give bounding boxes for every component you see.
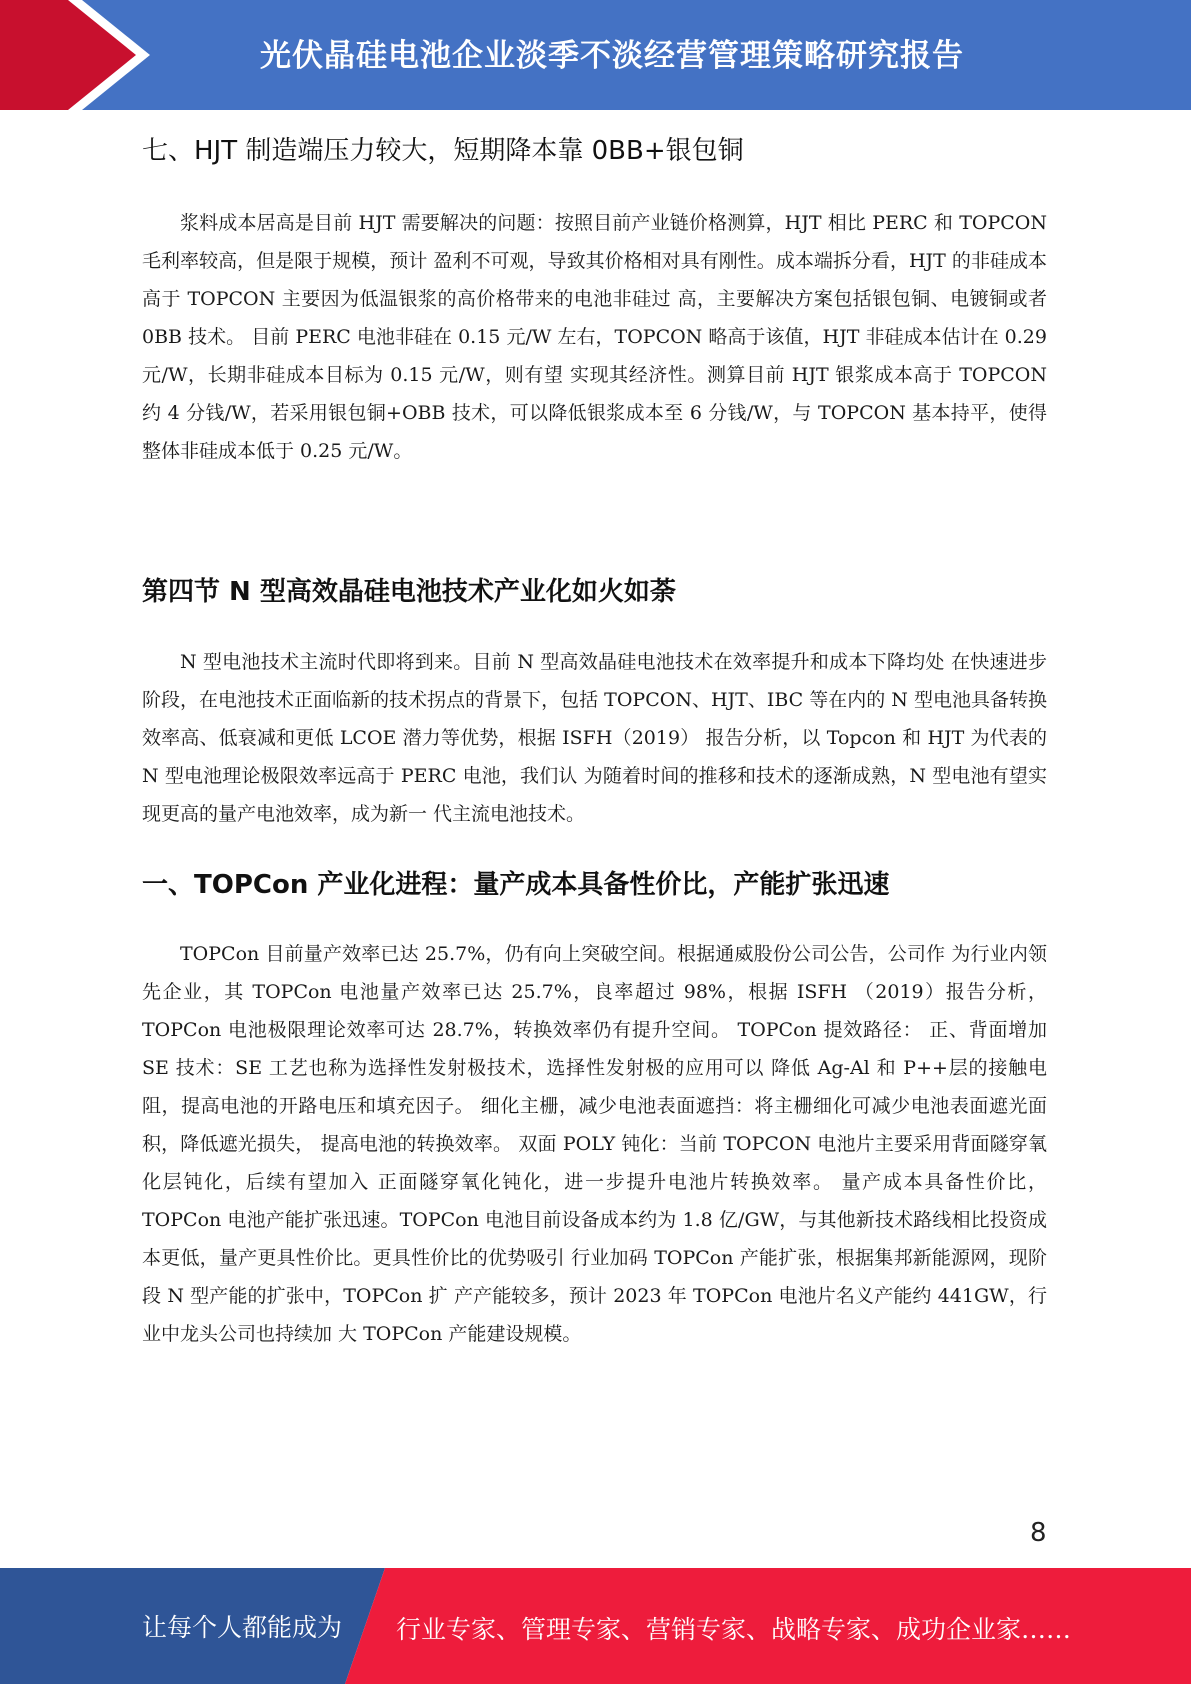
section-heading-n-type: 第四节 N 型高效晶硅电池技术产业化如火如荼 — [142, 577, 676, 607]
header-arrow-decoration — [0, 0, 160, 110]
paragraph-topcon: TOPCon 目前量产效率已达 25.7%，仍有向上突破空间。根据通威股份公司公告，公司作 为行业内领先企业，其 TOPCon 电池量产效率已达 25.7%，良率超过 98%，根据 ISFH （2019）报告分析，TOPCon 电池极限理论效率可达 28.7%，转换效率仍有提升空间。 TOPCon 提效路径： 正、背面增加 SE 技术：SE 工艺也称为选择性发射极技术，选择性发射极的应用可以 降低 Ag-Al 和 P++层的接触电阻，提高电池的开路电压和填充因子。 细化主栅，减少电池表面遮挡：将主栅细化可减少电池表面遮光面积，降低遮光损失， 提高电池的转换效率。 双面 POLY 钝化：当前 TOPCON 电池片主要采用背面隧穿氧化层钝化，后续有望加入 正面隧穿氧化钝化，进一步提升电池片转换效率。 量产成本具备性价比，TOPCon 电池产能扩张迅速。TOPCon 电池目前设备成本约为 1.8 亿/GW，与其他新技术路线相比投资成本更低，量产更具性价比。更具性价比的优势吸引 行业加码 TOPCon 产能扩张，根据集邦新能源网，现阶段 N 型产能的扩张中，TOPCon 扩 产产能较多，预计 2023 年 TOPCon 电池片名义产能约 441GW，行业中龙头公司也持续加 大 TOPCon 产能建设规模。 — [142, 943, 1047, 1345]
page-number: 8 — [1030, 1518, 1047, 1548]
header-band — [0, 0, 1191, 110]
section-heading-hjt: 七、HJT 制造端压力较大，短期降本靠 0BB+银包铜 — [142, 136, 744, 166]
report-title: 光伏晶硅电池企业淡季不淡经营管理策略研究报告 — [260, 38, 964, 74]
paragraph-n-type: N 型电池技术主流时代即将到来。目前 N 型高效晶硅电池技术在效率提升和成本下降均处 在快速进步阶段，在电池技术正面临新的技术拐点的背景下，包括 TOPCON、HJT、IBC 等在内的 N 型电池具备转换效率高、低衰减和更低 LCOE 潜力等优势，根据 ISFH（2019） 报告分析，以 Topcon 和 HJT 为代表的 N 型电池理论极限效率远高于 PERC 电池，我们认 为随着时间的推移和技术的逐渐成熟，N 型电池有望实现更高的量产电池效率，成为新一 代主流电池技术。 — [142, 651, 1047, 825]
section-heading-topcon: 一、TOPCon 产业化进程：量产成本具备性价比，产能扩张迅速 — [142, 870, 890, 900]
paragraph-hjt: 浆料成本居高是目前 HJT 需要解决的问题：按照目前产业链价格测算，HJT 相比 PERC 和 TOPCON 毛利率较高，但是限于规模，预计 盈利不可观，导致其价格相对具有刚性。成本端拆分看，HJT 的非硅成本高于 TOPCON 主要因为低温银浆的高价格带来的电池非硅过 高，主要解决方案包括银包铜、电镀铜或者 0BB 技术。 目前 PERC 电池非硅在 0.15 元/W 左右，TOPCON 略高于该值，HJT 非硅成本估计在 0.29 元/W，长期非硅成本目标为 0.15 元/W，则有望 实现其经济性。测算目前 HJT 银浆成本高于 TOPCON 约 4 分钱/W，若采用银包铜+OBB 技术，可以降低银浆成本至 6 分钱/W，与 TOPCON 基本持平，使得整体非硅成本低于 0.25 元/W。 — [142, 212, 1047, 462]
footer-slogan-left: 让每个人都能成为 — [142, 1613, 343, 1642]
footer-slogan-right: 行业专家、管理专家、营销专家、战略专家、成功企业家…… — [396, 1615, 1072, 1644]
footer-band — [0, 1568, 1191, 1684]
